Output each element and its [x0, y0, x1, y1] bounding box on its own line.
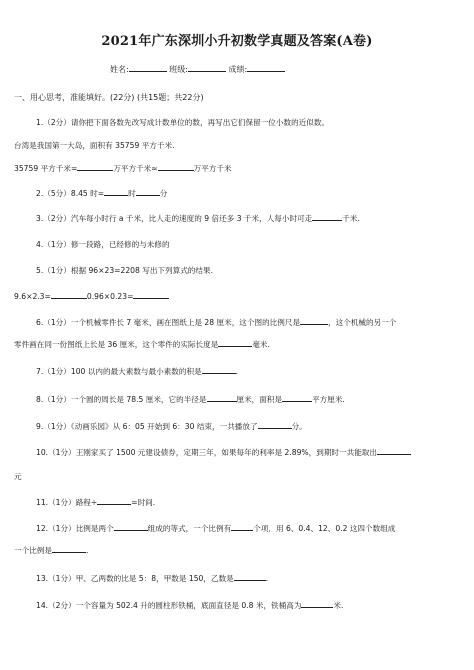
q4-text: 4.（1分）修一段路，已经修的与未修的 — [36, 240, 170, 249]
question-4 — [36, 236, 170, 253]
question-13 — [36, 570, 268, 587]
q12-suffix: . — [85, 546, 89, 555]
name-label: 姓名: — [110, 65, 129, 74]
q11-text: 11.（1分）路程÷ — [36, 498, 98, 507]
q12-text-2: 组成的等式，一个比例有 — [147, 524, 232, 533]
q9-text: 9.（1分）《动画乐园》从 6：05 开始到 6：30 结束，一共播放了 — [36, 422, 258, 431]
class-blank[interactable] — [188, 63, 226, 72]
q12-blank-1[interactable] — [114, 522, 148, 531]
q5-mid: 0.96×0.23= — [86, 292, 134, 301]
q12-text-1: 12.（1分）比例是两个 — [36, 524, 114, 533]
q11-blank[interactable] — [97, 496, 131, 505]
q1-suffix: 万平方千米 — [193, 164, 232, 173]
q3-blank[interactable] — [312, 212, 342, 221]
q13-text: 13.（1分）甲、乙两数的比是 5：8，甲数是 150，乙数是 — [36, 574, 234, 583]
q14-text: 14.（2分）一个容量为 502.4 升的圆柱形铁桶，底面直径是 0.8 米，铁桶高为 — [36, 601, 302, 610]
q13-blank[interactable] — [234, 572, 269, 583]
q1-mid: 万平方千米≈ — [113, 164, 158, 173]
question-3 — [36, 210, 360, 227]
q8-mid: 厘米，面积是 — [236, 395, 283, 404]
q5-blank-2[interactable] — [133, 290, 169, 299]
q6-text-2: ，这个机械的另一个 — [328, 318, 397, 327]
question-5-answer-line — [14, 288, 169, 305]
student-info-line — [110, 63, 285, 75]
q8-blank-2[interactable] — [282, 393, 312, 402]
q7-suffix: . — [235, 367, 239, 376]
exam-title: 2021年广东深圳小升初数学真题及答案(A卷) — [101, 34, 373, 49]
question-12-line-2 — [14, 542, 88, 559]
question-10-line-2: 元 — [14, 472, 22, 481]
question-1-context: 台湾是我国第一大岛，面积有 35759 平方千米. — [14, 141, 175, 150]
q14-blank[interactable] — [301, 599, 333, 608]
q12-text-4: 一个比例是 — [14, 546, 52, 555]
q6-blank-2[interactable] — [218, 338, 252, 347]
q9-blank[interactable] — [258, 420, 292, 429]
q14-suffix: 米. — [333, 601, 344, 610]
q2-prefix: 2.（5分）8.45 时= — [36, 189, 105, 198]
q2-blank-1[interactable] — [104, 187, 128, 196]
q12-text-3: 个项．用 6、0.4、12、0.2 这四个数组成 — [253, 524, 396, 533]
q11-suffix: =时间. — [131, 498, 156, 507]
score-blank[interactable] — [247, 63, 285, 72]
question-7 — [36, 363, 238, 380]
q2-suffix: 分 — [159, 189, 168, 198]
class-label: 班级: — [169, 65, 188, 74]
q6-text-3: 零件画在同一份图纸上长是 36 厘米，这个零件的实际长度是 — [14, 340, 219, 349]
q13-suffix: . — [265, 574, 269, 583]
q3-text: 3.（2分）汽车每小时行 a 千米，比人走的速度的 9 倍还多 3 千米，人每小时可走 — [36, 214, 313, 223]
q3-suffix: 千米. — [342, 214, 360, 223]
question-10-line-1 — [36, 444, 411, 461]
q12-blank-2[interactable] — [231, 522, 253, 531]
score-label: 成绩: — [228, 65, 248, 74]
question-2 — [36, 185, 167, 202]
question-6-line-1 — [36, 314, 396, 331]
question-12-line-1 — [36, 520, 395, 537]
q7-text: 7.（1分）100 以内的最大素数与最小素数的积是 — [36, 367, 202, 376]
q2-mid: 时 — [128, 189, 136, 198]
q9-suffix: 分。 — [291, 422, 307, 431]
question-1-answer-line — [14, 160, 232, 177]
q8-suffix: 平方厘米. — [312, 395, 345, 404]
q7-blank[interactable] — [202, 365, 239, 376]
question-14 — [36, 597, 343, 614]
q12-blank-3[interactable] — [52, 544, 89, 555]
q1-blank-2[interactable] — [158, 162, 194, 171]
q8-text: 8.（1分）一个圆的周长是 78.5 厘米，它的半径是 — [36, 395, 207, 404]
q1-prefix: 35759 平方千米= — [14, 164, 78, 173]
question-9 — [36, 418, 307, 435]
name-blank[interactable] — [129, 63, 167, 72]
question-5-text: 5.（1分）根据 96×23=2208 写出下列算式的结果. — [36, 266, 214, 275]
question-1-text: 1.（2分）请你把下面各数先改写成计数单位的数，再写出它们保留一位小数的近似数。 — [36, 118, 330, 127]
section-heading: 一、用心思考，准能填好。(22分) (共15题；共22分) — [14, 93, 204, 102]
q5-prefix: 9.6×2.3= — [14, 292, 51, 301]
q2-blank-2[interactable] — [136, 187, 160, 196]
q8-blank-1[interactable] — [207, 393, 237, 402]
question-8 — [36, 391, 345, 408]
q5-blank-1[interactable] — [51, 290, 87, 299]
q10-text: 10.（1分）王刚家买了 1500 元建设债券，定期三年，如果每年的利率是 2.89%，到期时一共能取出 — [36, 448, 377, 457]
question-11 — [36, 494, 155, 511]
question-6-line-2 — [14, 336, 270, 353]
q6-suffix: 毫米. — [252, 340, 270, 349]
q6-blank-1[interactable] — [300, 316, 328, 325]
q10-blank[interactable] — [377, 446, 411, 455]
q1-blank-1[interactable] — [77, 162, 113, 171]
q6-text-1: 6.（1分）一个机械零件长 7 毫米，画在图纸上是 28 厘米，这个图的比例尺是 — [36, 318, 301, 327]
